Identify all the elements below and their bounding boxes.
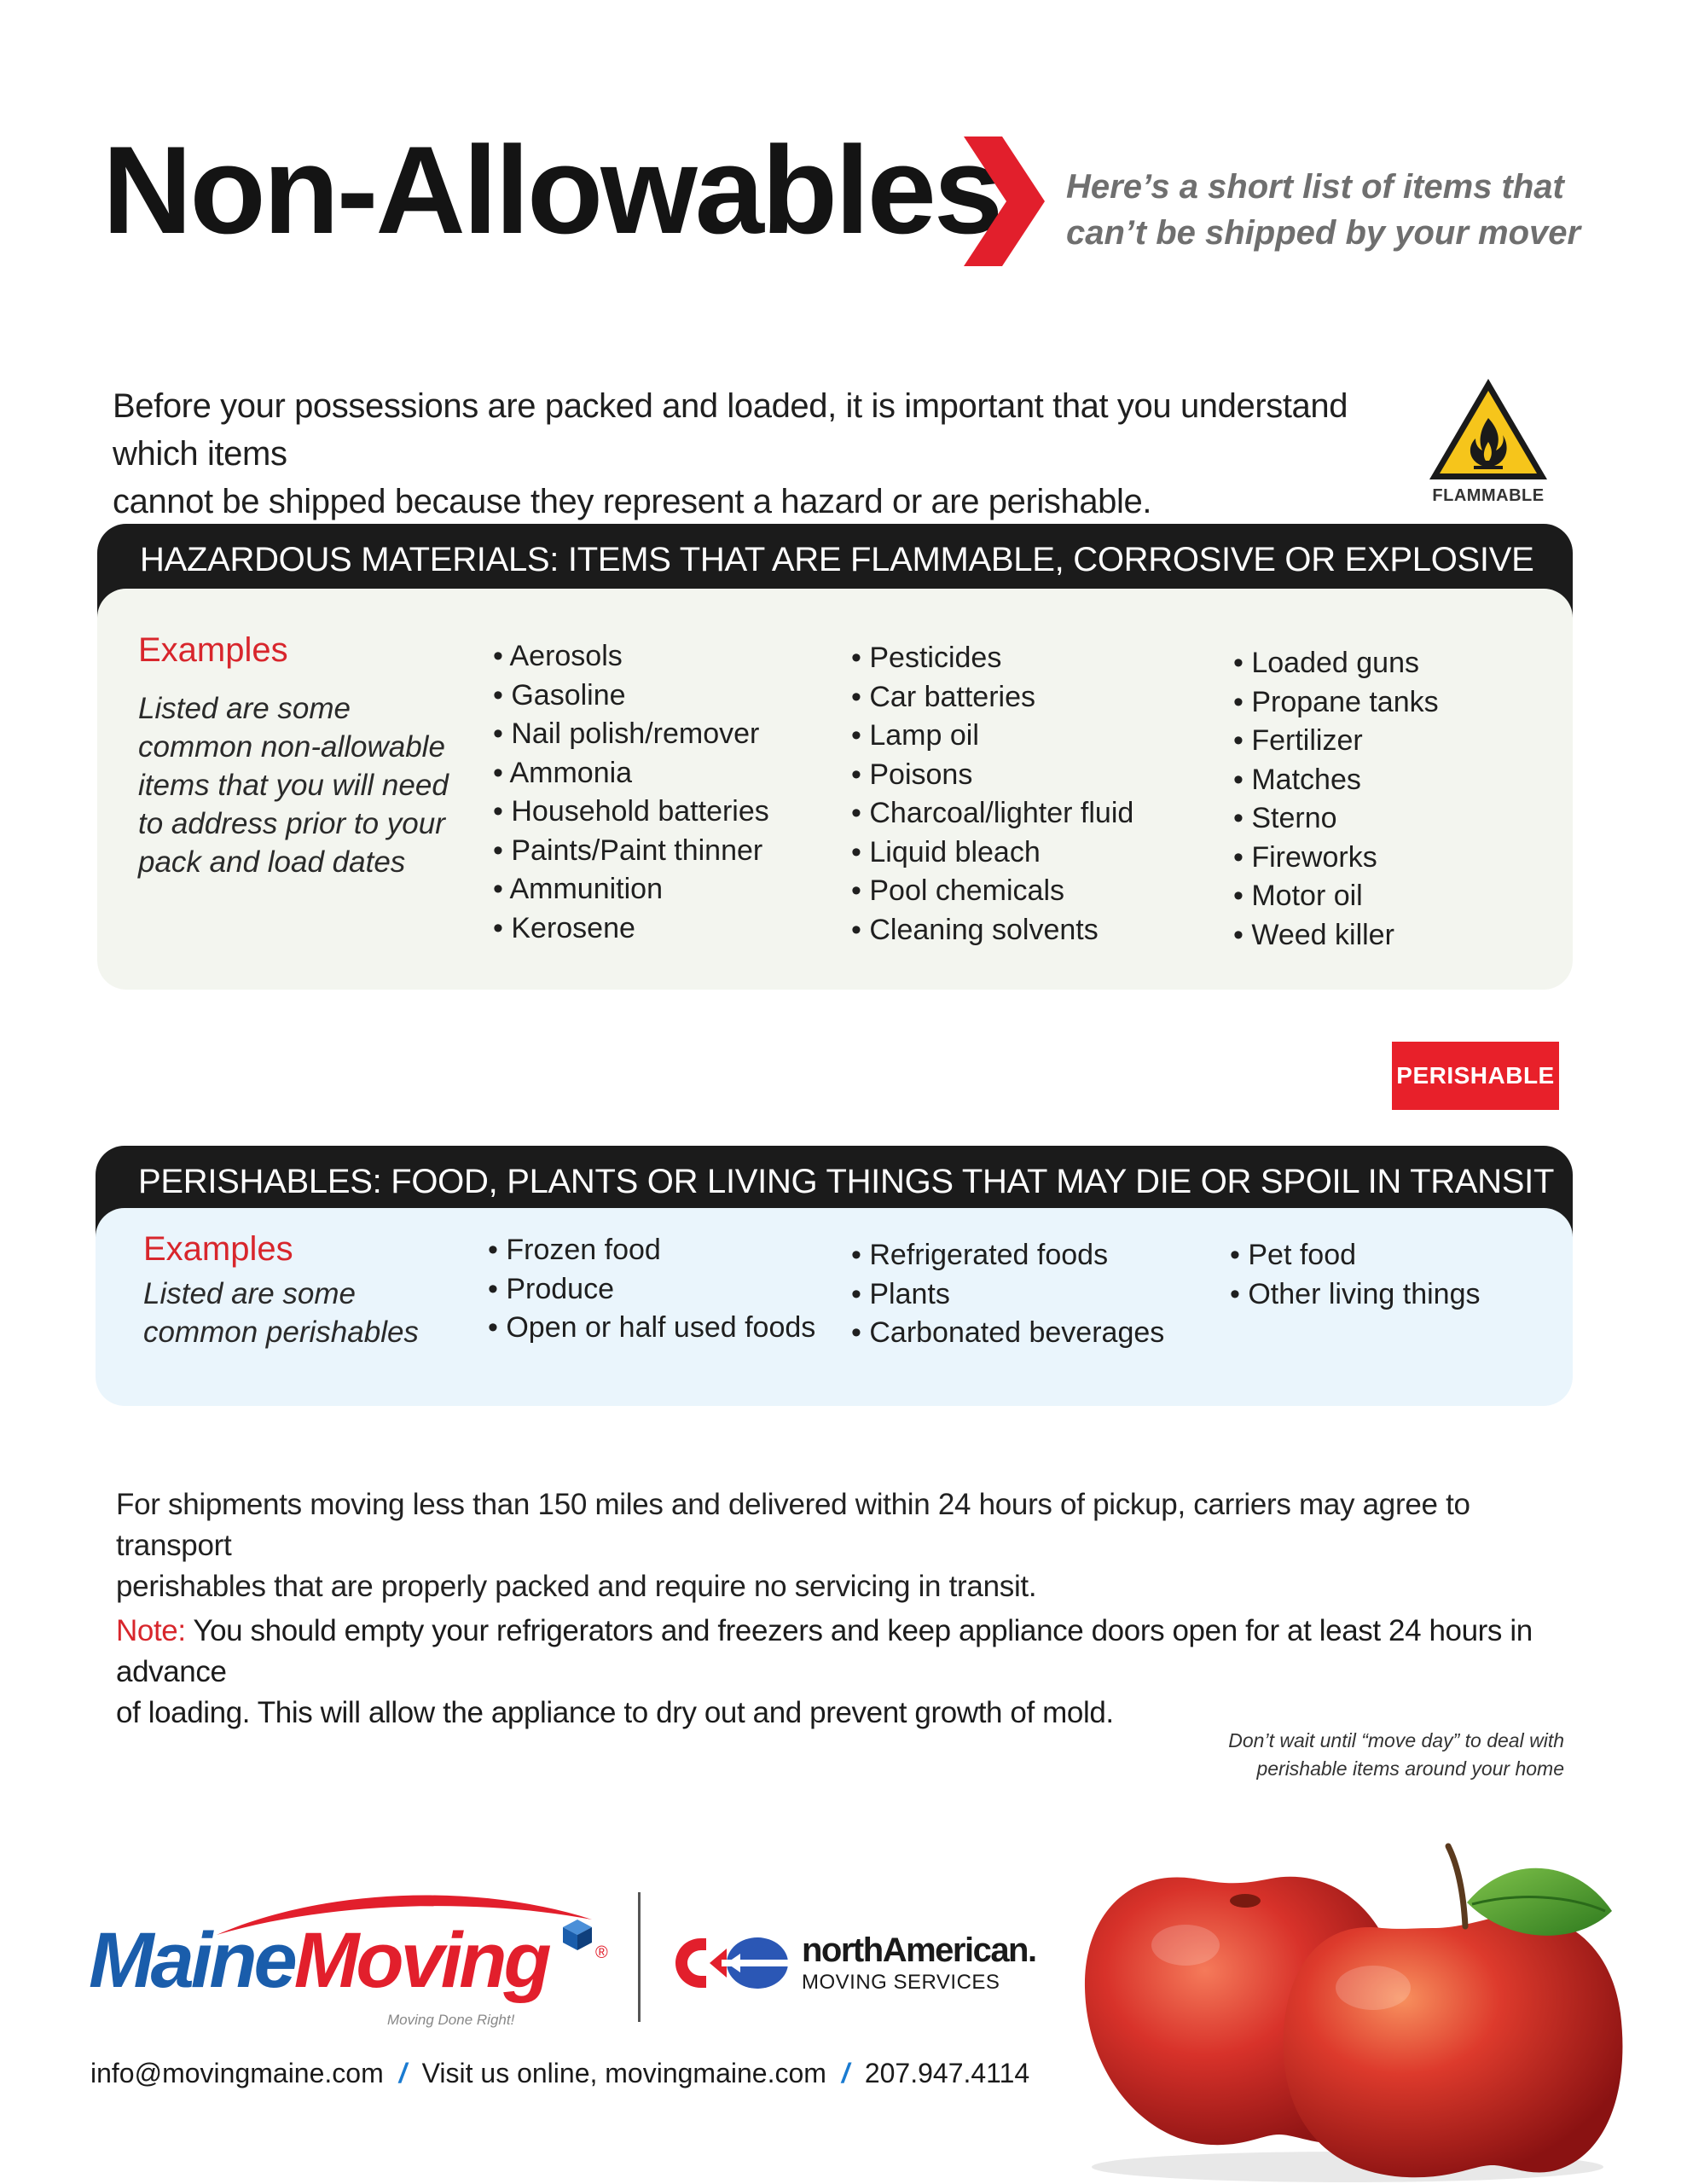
caption-line: perishable items around your home — [1256, 1757, 1564, 1780]
maine-moving-wordmark — [89, 1917, 548, 2004]
box-cube-icon — [563, 1920, 592, 1950]
list-item: • Weed killer — [1233, 919, 1439, 958]
description-line: Listed are some — [143, 1277, 357, 1310]
list-item: • Car batteries — [851, 681, 1133, 720]
caption-line: Don’t wait until “move day” to deal with — [1228, 1729, 1564, 1751]
north-american-logo-icon — [672, 1933, 791, 1993]
intro-text — [113, 382, 1417, 526]
perish-list-col-2 — [851, 1239, 1164, 1356]
list-item: • Propane tanks — [1233, 686, 1439, 725]
list-item: • Pet food — [1230, 1239, 1481, 1278]
list-item: • Ammunition — [493, 873, 769, 912]
hazardous-body — [97, 589, 1573, 990]
list-item: • Nail polish/remover — [493, 717, 769, 757]
registered-mark: ® — [595, 1943, 608, 1962]
hazard-list-col-1 — [493, 640, 769, 950]
perishable-badge: PERISHABLE — [1392, 1042, 1559, 1110]
north-american-name: northAmerican. — [802, 1931, 1036, 1969]
description-line: Listed are some — [138, 692, 351, 725]
perishables-heading: PERISHABLES: FOOD, PLANTS OR LIVING THINGS THAT MAY DIE OR SPOIL IN TRANSIT — [96, 1146, 1573, 1240]
apple-caption — [1052, 1727, 1564, 1783]
subtitle-line: can’t be shipped by your mover — [1066, 214, 1581, 252]
list-item: • Gasoline — [493, 679, 769, 718]
description-line: items that you will need — [138, 769, 449, 802]
flammable-label: FLAMMABLE — [1432, 486, 1545, 505]
shipping-note — [116, 1484, 1583, 1607]
perish-list-col-1 — [488, 1234, 815, 1350]
wordmark-moving: Moving — [293, 1917, 548, 2004]
list-item: • Lamp oil — [851, 719, 1133, 758]
contact-separator: / — [398, 2058, 407, 2088]
list-item: • Aerosols — [493, 640, 769, 679]
examples-heading: Examples — [138, 631, 288, 669]
contact-email[interactable]: info@movingmaine.com — [90, 2058, 384, 2088]
north-american-subtitle: MOVING SERVICES — [802, 1971, 1000, 1994]
list-item: • Charcoal/lighter fluid — [851, 797, 1133, 836]
list-item: • Ammonia — [493, 757, 769, 796]
shipping-note-line: perishables that are properly packed and require no servicing in transit. — [116, 1570, 1037, 1603]
wordmark-maine: Maine — [89, 1917, 294, 2004]
note-line — [116, 1611, 1583, 1693]
hazardous-panel — [97, 524, 1573, 990]
description-line: common perishables — [143, 1316, 419, 1349]
list-item: • Kerosene — [493, 912, 769, 951]
perishables-panel — [96, 1146, 1573, 1406]
note-line: of loading. This will allow the appliance to dry out and prevent growth of mold. — [116, 1696, 1114, 1729]
maine-moving-logo — [89, 1885, 617, 2030]
perish-list-col-3 — [1230, 1239, 1481, 1316]
note-text: You should empty your refrigerators and freezers and keep appliance doors open for at least 24 hours in advance — [116, 1614, 1533, 1688]
examples-heading: Examples — [143, 1230, 293, 1268]
contact-separator: / — [841, 2058, 849, 2088]
list-item: • Produce — [488, 1273, 815, 1312]
list-item: • Pool chemicals — [851, 874, 1133, 914]
contact-phone[interactable]: 207.947.4114 — [864, 2058, 1030, 2088]
examples-description — [138, 689, 449, 881]
hazard-list-col-2 — [851, 642, 1133, 952]
note-label: Note: — [116, 1614, 186, 1647]
list-item: • Fireworks — [1233, 841, 1439, 880]
flammable-badge — [1424, 374, 1552, 506]
red-chevron-icon — [964, 136, 1045, 266]
list-item: • Sterno — [1233, 802, 1439, 841]
list-item: • Refrigerated foods — [851, 1239, 1164, 1278]
description-line: common non-allowable — [138, 730, 445, 764]
list-item: • Carbonated beverages — [851, 1316, 1164, 1356]
list-item: • Fertilizer — [1233, 724, 1439, 764]
flammable-warning-icon — [1424, 374, 1552, 485]
list-item: • Matches — [1233, 764, 1439, 803]
shipping-note-line: For shipments moving less than 150 miles and delivered within 24 hours of pickup, carriers may agree to transport — [116, 1488, 1470, 1562]
page-subtitle — [1066, 164, 1581, 256]
description-line: to address prior to your — [138, 807, 445, 840]
list-item: • Paints/Paint thinner — [493, 834, 769, 874]
list-item: • Other living things — [1230, 1278, 1481, 1317]
intro-line: Before your possessions are packed and loaded, it is important that you understand which items — [113, 387, 1348, 473]
list-item: • Plants — [851, 1278, 1164, 1317]
list-item: • Poisons — [851, 758, 1133, 798]
subtitle-line: Here’s a short list of items that — [1066, 168, 1564, 206]
appliance-note — [116, 1611, 1583, 1734]
list-item: • Loaded guns — [1233, 647, 1439, 686]
list-item: • Frozen food — [488, 1234, 815, 1273]
description-line: pack and load dates — [138, 845, 406, 879]
logo-tagline: Moving Done Right! — [387, 2012, 515, 2028]
intro-line: cannot be shipped because they represent a hazard or are perishable. — [113, 483, 1152, 520]
list-item: • Open or half used foods — [488, 1311, 815, 1350]
perishables-body — [96, 1208, 1573, 1406]
examples-description — [143, 1275, 419, 1351]
list-item: • Motor oil — [1233, 880, 1439, 919]
list-item: • Cleaning solvents — [851, 914, 1133, 953]
hazardous-heading: HAZARDOUS MATERIALS: ITEMS THAT ARE FLAMMABLE, CORROSIVE OR EXPLOSIVE — [97, 524, 1573, 618]
hazard-list-col-3 — [1233, 647, 1439, 957]
list-item: • Pesticides — [851, 642, 1133, 681]
north-american-logo — [672, 1930, 1036, 1998]
red-apples-photo — [1066, 1800, 1629, 2184]
contact-line — [90, 2058, 1029, 2089]
logo-divider — [638, 1892, 641, 2022]
list-item: • Household batteries — [493, 795, 769, 834]
page-title: Non-Allowables — [102, 120, 1001, 259]
contact-website[interactable]: Visit us online, movingmaine.com — [421, 2058, 826, 2088]
list-item: • Liquid bleach — [851, 836, 1133, 875]
